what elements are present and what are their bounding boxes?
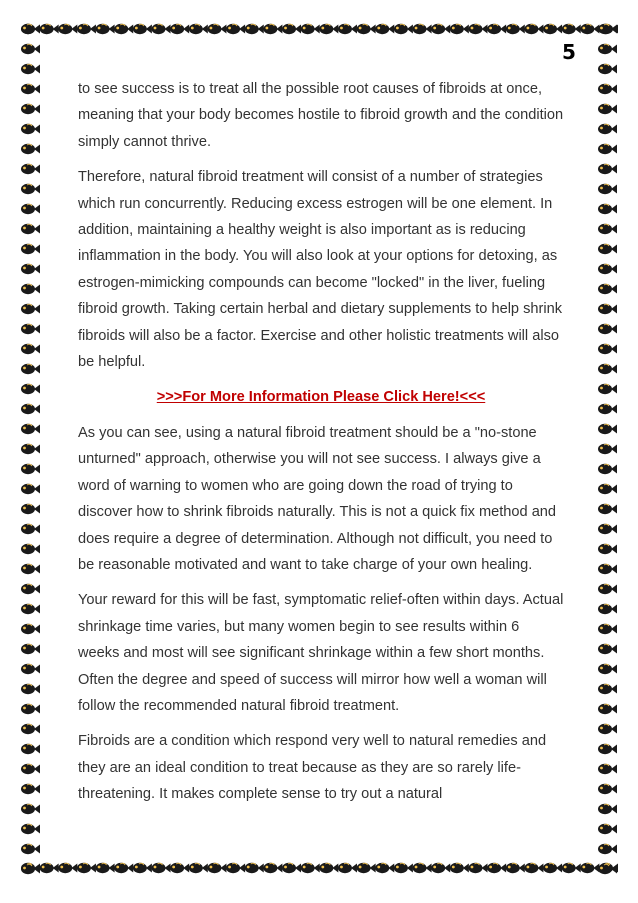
fish-icon — [21, 664, 40, 674]
fish-icon — [598, 644, 617, 654]
fish-icon — [77, 863, 96, 873]
fish-icon — [21, 144, 40, 154]
fish-icon — [598, 224, 617, 234]
fish-icon — [598, 124, 617, 134]
fish-icon — [21, 464, 40, 474]
fish-icon — [21, 784, 40, 794]
fish-icon — [598, 44, 617, 54]
fish-icon — [21, 484, 40, 494]
fish-icon — [21, 104, 40, 114]
paragraph: to see success is to treat all the possible root causes of fibroids at once, meaning that your body becomes hostile to fibroid growth and the condition simply cannot thrive. — [78, 81, 564, 150]
fish-icon — [598, 364, 617, 374]
fish-icon — [282, 24, 301, 34]
fish-icon — [598, 724, 617, 734]
fish-icon — [21, 544, 40, 554]
paragraph: Your reward for this will be fast, symptomatic relief-often within days. Actual shrinkage time varies, but many women begin to see results within 6 weeks and most will see significant shrinkage within a few short months. Often the degree and speed of success will mirror how well a woman will follow the recommended natural fibroid treatment. — [78, 592, 564, 714]
fish-icon — [598, 824, 617, 834]
fish-icon — [598, 204, 617, 214]
fish-icon — [598, 404, 617, 414]
fish-icon — [282, 863, 301, 873]
fish-icon — [598, 524, 617, 534]
fish-icon — [598, 184, 617, 194]
fish-icon — [598, 244, 617, 254]
fish-icon — [506, 24, 525, 34]
fish-icon — [487, 24, 506, 34]
fish-icon — [263, 863, 282, 873]
fish-icon — [58, 24, 77, 34]
fish-icon — [21, 584, 40, 594]
fish-icon — [598, 384, 617, 394]
page-number: 5 — [562, 40, 576, 64]
fish-icon — [524, 24, 543, 34]
more-information-link[interactable]: >>>For More Information Please Click Here!<<< — [156, 389, 486, 406]
fish-icon — [598, 664, 617, 674]
fish-icon — [133, 863, 152, 873]
fish-icon — [21, 124, 40, 134]
fish-icon — [152, 863, 171, 873]
fish-icon — [21, 264, 40, 274]
fish-icon — [21, 564, 40, 574]
fish-icon — [468, 863, 487, 873]
fish-icon — [21, 684, 40, 694]
fish-icon — [58, 863, 77, 873]
fish-icon — [21, 404, 40, 414]
fish-icon — [170, 863, 189, 873]
fish-icon — [598, 784, 617, 794]
fish-icon — [468, 24, 487, 34]
fish-icon — [21, 244, 40, 254]
fish-icon — [21, 604, 40, 614]
fish-icon — [413, 24, 432, 34]
fish-icon — [598, 484, 617, 494]
paragraph: Fibroids are a condition which respond very well to natural remedies and they are an ideal condition to treat because as they are so rarely life-threatening. It makes complete sense to try out a natural — [78, 733, 547, 803]
fish-icon — [301, 24, 320, 34]
fish-icon — [207, 863, 226, 873]
fish-icon — [598, 864, 617, 874]
fish-icon — [562, 24, 581, 34]
fish-icon — [21, 64, 40, 74]
border-right — [597, 22, 619, 876]
document-body — [78, 76, 564, 817]
fish-icon — [598, 164, 617, 174]
fish-icon — [598, 64, 617, 74]
fish-icon — [21, 864, 40, 874]
fish-icon — [319, 24, 338, 34]
fish-icon — [21, 764, 40, 774]
fish-icon — [357, 863, 376, 873]
fish-icon — [598, 24, 617, 34]
fish-icon — [598, 464, 617, 474]
fish-icon — [357, 24, 376, 34]
fish-icon — [598, 624, 617, 634]
fish-icon — [21, 444, 40, 454]
fish-icon — [21, 284, 40, 294]
fish-icon — [450, 863, 469, 873]
fish-icon — [598, 504, 617, 514]
fish-icon — [21, 344, 40, 354]
fish-icon — [189, 863, 208, 873]
fish-icon — [598, 424, 617, 434]
fish-icon — [21, 204, 40, 214]
fish-icon — [598, 604, 617, 614]
fish-icon — [375, 863, 394, 873]
fish-icon — [506, 863, 525, 873]
fish-icon — [598, 344, 617, 354]
fish-icon — [21, 704, 40, 714]
fish-icon — [114, 863, 133, 873]
fish-icon — [338, 24, 357, 34]
fish-icon — [431, 24, 450, 34]
fish-icon — [21, 364, 40, 374]
fish-icon — [21, 824, 40, 834]
fish-icon — [21, 724, 40, 734]
fish-icon — [598, 584, 617, 594]
fish-icon — [263, 24, 282, 34]
fish-icon — [21, 324, 40, 334]
fish-icon — [245, 24, 264, 34]
fish-icon — [40, 863, 59, 873]
fish-icon — [21, 164, 40, 174]
fish-icon — [96, 863, 115, 873]
fish-icon — [598, 564, 617, 574]
fish-icon — [562, 863, 581, 873]
border-top — [20, 22, 618, 38]
fish-icon — [21, 504, 40, 514]
fish-icon — [394, 24, 413, 34]
fish-icon — [319, 863, 338, 873]
fish-icon — [301, 863, 320, 873]
fish-icon — [431, 863, 450, 873]
fish-icon — [21, 424, 40, 434]
fish-icon — [114, 24, 133, 34]
fish-icon — [77, 24, 96, 34]
border-bottom — [20, 861, 618, 877]
fish-icon — [598, 144, 617, 154]
fish-icon — [598, 544, 617, 554]
fish-icon — [40, 24, 59, 34]
fish-icon — [487, 863, 506, 873]
fish-icon — [598, 684, 617, 694]
fish-icon — [598, 764, 617, 774]
fish-icon — [21, 304, 40, 314]
fish-icon — [21, 224, 40, 234]
fish-icon — [96, 24, 115, 34]
fish-icon — [598, 844, 617, 854]
fish-icon — [598, 744, 617, 754]
fish-icon — [21, 744, 40, 754]
fish-icon — [21, 644, 40, 654]
fish-icon — [338, 863, 357, 873]
fish-icon — [21, 44, 40, 54]
fish-icon — [543, 24, 562, 34]
fish-icon — [21, 844, 40, 854]
fish-icon — [21, 184, 40, 194]
link-line — [78, 384, 564, 410]
fish-icon — [598, 444, 617, 454]
fish-icon — [21, 384, 40, 394]
fish-icon — [133, 24, 152, 34]
fish-icon — [375, 24, 394, 34]
fish-icon — [394, 863, 413, 873]
fish-icon — [598, 704, 617, 714]
fish-icon — [598, 284, 617, 294]
paragraph: As you can see, using a natural fibroid treatment should be a "no-stone unturned" approach, otherwise you will not see success. I always give a word of warning to women who are going down the road of trying to discover how to shrink fibroids naturally. This is not a quick fix method and does require a degree of determination. Although not difficult, you need to be reasonable motivated and want to take charge of your own healing. — [78, 424, 557, 573]
fish-icon — [598, 84, 617, 94]
fish-icon — [152, 24, 171, 34]
fish-icon — [189, 24, 208, 34]
fish-icon — [245, 863, 264, 873]
paragraph: Therefore, natural fibroid treatment will consist of a number of strategies which run concurrently. Reducing excess estrogen will be one element. In addition, maintaining a healthy weight is also important as is reducing inflammation in the body. You will also look at your options for detoxing, as estrogen-mimicking compounds can become "locked" in the liver, fueling fibroid growth. Taking certain herbal and dietary supplements to help shrink fibroids will also be a factor. Exercise and other holistic treatments will also be helpful. — [78, 169, 563, 371]
fish-icon — [21, 804, 40, 814]
fish-icon — [21, 624, 40, 634]
fish-icon — [598, 264, 617, 274]
fish-icon — [598, 324, 617, 334]
fish-icon — [21, 24, 40, 34]
fish-icon — [543, 863, 562, 873]
fish-icon — [598, 104, 617, 114]
fish-icon — [226, 863, 245, 873]
fish-icon — [21, 524, 40, 534]
fish-icon — [21, 84, 40, 94]
fish-icon — [226, 24, 245, 34]
fish-icon — [598, 304, 617, 314]
fish-icon — [524, 863, 543, 873]
fish-icon — [450, 24, 469, 34]
border-left — [20, 22, 42, 876]
fish-icon — [598, 804, 617, 814]
fish-icon — [413, 863, 432, 873]
fish-icon — [170, 24, 189, 34]
fish-icon — [207, 24, 226, 34]
